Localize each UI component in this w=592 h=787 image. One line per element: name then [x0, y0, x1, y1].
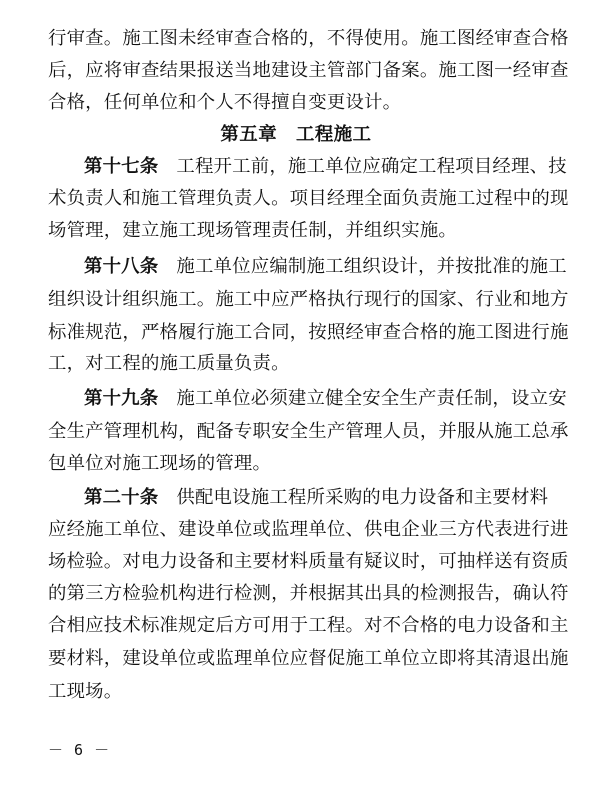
- article-18-line-4: 工，对工程的施工质量负责。: [48, 353, 290, 374]
- chapter-title: 第五章 工程施工: [220, 124, 372, 145]
- intro-line-2: 后，应将审查结果报送当地建设主管部门备案。施工图一经审查: [48, 60, 569, 81]
- page-number: － 6 －: [48, 741, 111, 759]
- article-19-number: 第十九条: [84, 388, 159, 409]
- intro-line-3: 合格，任何单位和个人不得擅自变更设计。: [48, 92, 402, 113]
- article-17-line-2: 术负责人和施工管理负责人。项目经理全面负责施工过程中的现: [48, 188, 569, 209]
- intro-line-1: 行审查。施工图未经审查合格的，不得使用。施工图经审查合格: [48, 28, 569, 49]
- article-20-line-4: 的第三方检验机构进行检测，并根据其出具的检测报告，确认符: [48, 583, 569, 604]
- article-17-text: 工程开工前，施工单位应确定工程项目经理、技: [176, 156, 567, 177]
- article-18-number: 第十八条: [84, 256, 159, 277]
- article-20-line-6: 要材料，建设单位或监理单位应督促施工单位立即将其清退出施: [48, 648, 569, 669]
- article-18-line-3: 标准规范，严格履行施工合同，按照经审查合格的施工图进行施: [48, 322, 569, 343]
- article-20-first-line: [84, 486, 548, 510]
- article-19-first-line: [84, 387, 567, 411]
- article-17-number: 第十七条: [84, 156, 159, 177]
- article-17-first-line: [84, 155, 567, 179]
- article-18-line-2: 组织设计组织施工。施工中应严格执行现行的国家、行业和地方: [48, 289, 569, 310]
- article-20-text: 供配电设施工程所采购的电力设备和主要材料: [176, 487, 549, 508]
- article-20-number: 第二十条: [84, 487, 159, 508]
- article-20-line-5: 合相应技术标准规定后方可用于工程。对不合格的电力设备和主: [48, 615, 569, 636]
- article-20-line-2: 应经施工单位、建设单位或监理单位、供电企业三方代表进行进: [48, 519, 569, 540]
- article-18-first-line: [84, 255, 567, 279]
- article-19-text: 施工单位必须建立健全安全生产责任制，设立安: [176, 388, 567, 409]
- article-20-line-3: 场检验。对电力设备和主要材料质量有疑议时，可抽样送有资质: [48, 551, 569, 572]
- article-20-line-7: 工现场。: [48, 681, 123, 702]
- article-18-text: 施工单位应编制施工组织设计，并按批准的施工: [176, 256, 567, 277]
- article-19-line-2: 全生产管理机构，配备专职安全生产管理人员，并服从施工总承: [48, 421, 569, 442]
- article-17-line-3: 场管理，建立施工现场管理责任制，并组织实施。: [48, 220, 457, 241]
- article-19-line-3: 包单位对施工现场的管理。: [48, 453, 272, 474]
